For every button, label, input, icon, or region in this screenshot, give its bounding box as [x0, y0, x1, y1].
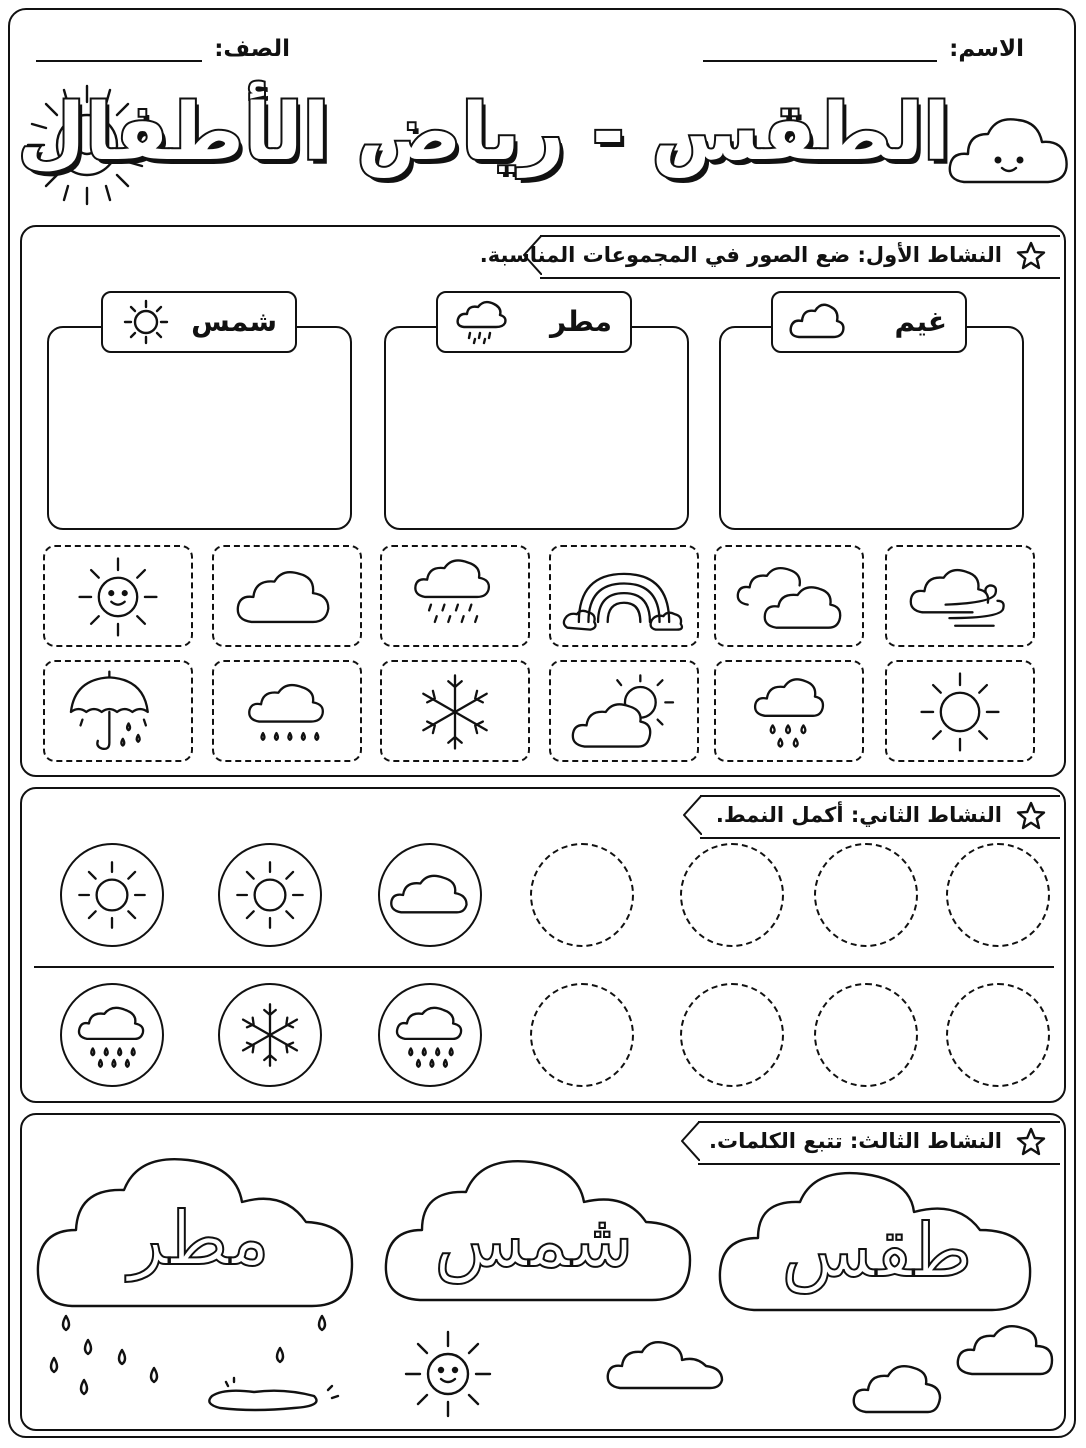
category-box-clouds[interactable]	[719, 326, 1024, 530]
name-line[interactable]	[703, 54, 937, 62]
rain-cloud-icon	[214, 662, 360, 760]
picture-card-rain-cloud[interactable]	[380, 545, 530, 647]
cloud-icon	[602, 1326, 728, 1398]
picture-card-snowflake[interactable]	[380, 660, 530, 762]
snowflake-icon	[382, 662, 528, 760]
umbrella-icon	[45, 662, 191, 760]
category-label-sun	[101, 291, 297, 353]
pattern-empty-circle[interactable]	[530, 843, 634, 947]
pattern-circle-sun	[218, 843, 322, 947]
rain-cloud-icon	[452, 299, 510, 345]
cloud-icon	[214, 547, 360, 645]
category-text: شمس	[191, 305, 277, 338]
smiling-sun-icon	[45, 547, 191, 645]
picture-card-umbrella[interactable]	[43, 660, 193, 762]
class-field[interactable]	[36, 36, 290, 62]
pattern-empty-circle[interactable]	[814, 843, 918, 947]
picture-card-sun[interactable]	[885, 660, 1035, 762]
picture-card-rainbow[interactable]	[549, 545, 699, 647]
pattern-empty-circle[interactable]	[680, 843, 784, 947]
trace-word: شمس	[434, 1198, 634, 1284]
sun-icon	[887, 662, 1033, 760]
smiling-cloud-icon	[944, 104, 1076, 196]
picture-card-wind-cloud[interactable]	[885, 545, 1035, 647]
picture-card-rain-cloud[interactable]	[212, 660, 362, 762]
activity-one-instruction: النشاط الأول: ضع الصور في المجموعات المناسبة.	[479, 243, 1002, 267]
category-box-rain[interactable]	[384, 326, 689, 530]
activity-two-instruction: النشاط الثاني: أكمل النمط.	[715, 803, 1002, 827]
name-field[interactable]	[703, 36, 1024, 62]
cloud-icon	[787, 299, 845, 345]
rain-cloud-icon	[62, 985, 162, 1085]
activity-three-header	[698, 1121, 1060, 1165]
activity-two-header	[700, 795, 1060, 839]
picture-card-two-clouds[interactable]	[714, 545, 864, 647]
snowflake-icon	[220, 985, 320, 1085]
wind-cloud-icon	[887, 547, 1033, 645]
trace-word: طقس	[781, 1208, 973, 1294]
sun-icon	[117, 299, 175, 345]
pattern-circle-sun	[60, 843, 164, 947]
pattern-circle-cloud	[378, 843, 482, 947]
cloud-icon	[380, 845, 480, 945]
picture-card-smiling-sun[interactable]	[43, 545, 193, 647]
class-label: الصف:	[214, 36, 290, 62]
activity-one-header	[479, 235, 1060, 279]
category-label-clouds	[771, 291, 967, 353]
tag-arrow	[682, 795, 702, 835]
sun-icon	[220, 845, 320, 945]
rain-cloud-icon	[716, 662, 862, 760]
pattern-empty-circle[interactable]	[530, 983, 634, 1087]
rain-cloud-icon	[380, 985, 480, 1085]
rainbow-icon	[551, 547, 697, 645]
category-text: غيم	[894, 305, 947, 338]
pattern-empty-circle[interactable]	[814, 983, 918, 1087]
category-label-rain	[436, 291, 632, 353]
partly-sunny-icon	[551, 662, 697, 760]
two-clouds-icon	[716, 547, 862, 645]
sun-icon	[62, 845, 162, 945]
pattern-circle-rain-cloud	[378, 983, 482, 1087]
picture-card-cloud[interactable]	[212, 545, 362, 647]
trace-word: مطر	[128, 1196, 270, 1282]
page-title: الطقس - رياض الأطفال	[17, 88, 950, 178]
name-label: الاسم:	[949, 36, 1024, 62]
pattern-empty-circle[interactable]	[680, 983, 784, 1087]
smiling-sun-icon	[400, 1326, 496, 1422]
rain-cloud-icon	[382, 547, 528, 645]
pattern-circle-rain-cloud	[60, 983, 164, 1087]
class-line[interactable]	[36, 54, 202, 62]
star-icon	[1016, 1127, 1046, 1157]
picture-card-partly-sunny[interactable]	[549, 660, 699, 762]
star-icon	[1016, 801, 1046, 831]
activity-three-instruction: النشاط الثالث: تتبع الكلمات.	[709, 1129, 1002, 1153]
pattern-empty-circle[interactable]	[946, 983, 1050, 1087]
category-text: مطر	[549, 305, 612, 338]
picture-card-rain-cloud[interactable]	[714, 660, 864, 762]
category-box-sun[interactable]	[47, 326, 352, 530]
pattern-divider	[34, 966, 1054, 968]
pattern-empty-circle[interactable]	[946, 843, 1050, 947]
pattern-circle-snowflake	[218, 983, 322, 1087]
two-clouds-icon	[848, 1316, 1068, 1420]
rain-drops-decoration	[44, 1310, 344, 1420]
star-icon	[1016, 241, 1046, 271]
